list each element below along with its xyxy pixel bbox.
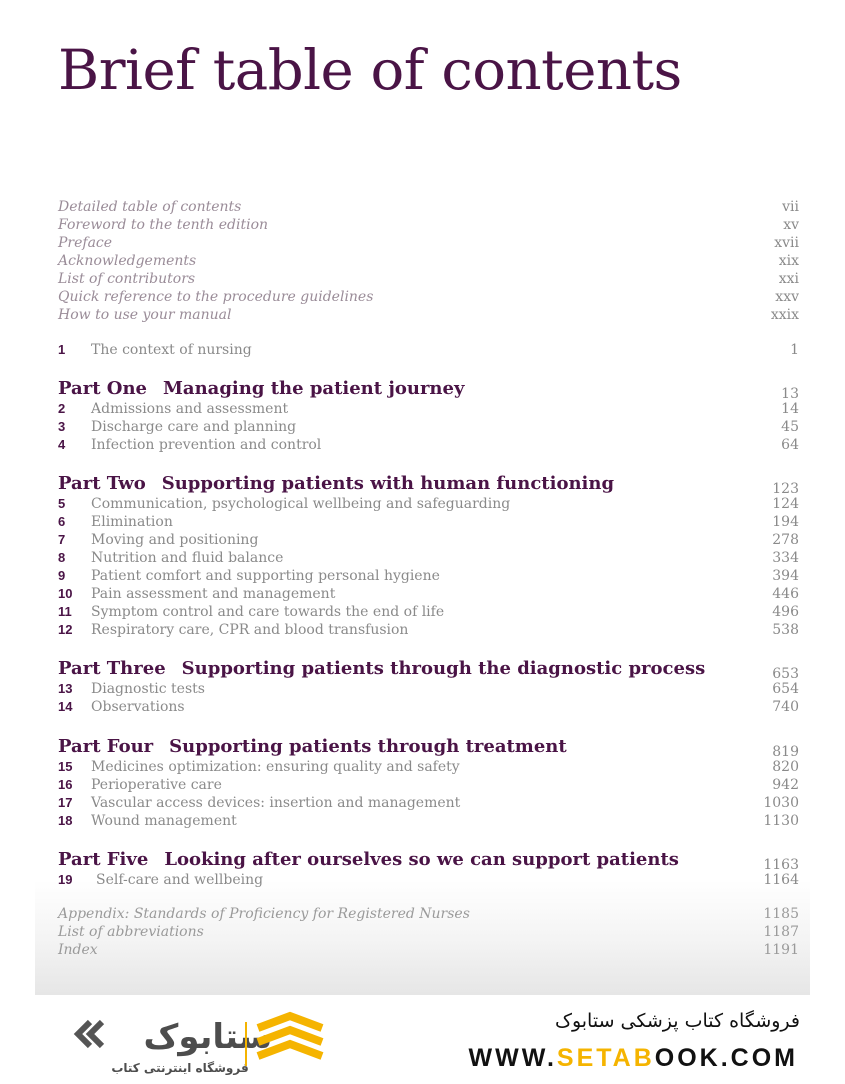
svg-text:فروشگاه اینترنتی کتاب: فروشگاه اینترنتی کتاب [111, 1061, 249, 1075]
chapter-title: Infection prevention and control [91, 437, 322, 453]
toc-entry-label: Quick reference to the procedure guidelines [58, 289, 374, 305]
toc-entry-label: List of abbreviations [58, 924, 204, 940]
toc-entry-page: 1191 [763, 942, 799, 958]
toc-entry-page: 1185 [763, 906, 799, 922]
toc-entry-page: xv [783, 217, 799, 233]
chapter-title: Admissions and assessment [91, 401, 289, 417]
chapter-number: 8 [58, 550, 66, 565]
part-name: Part Five [58, 849, 149, 870]
toc-entry-page: xxi [778, 271, 799, 287]
chapter-number: 17 [58, 795, 73, 810]
chapter-number: 19 [58, 872, 73, 887]
chapter-page: 1130 [763, 813, 799, 829]
chapter-entry[interactable] [58, 341, 799, 359]
chapter-entry[interactable] [58, 495, 799, 513]
toc-entry-label: Preface [58, 235, 113, 251]
toc-entry-page: xix [778, 253, 799, 269]
chapter-number: 10 [58, 586, 73, 601]
part-name: Part One [58, 378, 147, 399]
toc-entry-page: xxix [770, 307, 799, 323]
toc-entry[interactable] [58, 923, 799, 941]
website-accent-b: B [633, 1044, 655, 1072]
toc-entry[interactable] [58, 306, 799, 324]
toc-entry[interactable] [58, 941, 799, 959]
chapter-number: 3 [58, 419, 66, 434]
part-name: Part Two [58, 473, 146, 494]
chapter-title: Observations [91, 699, 185, 715]
chapter-number: 1 [58, 342, 66, 357]
logo-icon [70, 1008, 340, 1080]
store-promo-text: فروشگاه کتاب پزشکی ستابوک [554, 1010, 800, 1032]
chapter-entry[interactable] [58, 812, 799, 830]
chapter-title: Medicines optimization: ensuring quality and safety [91, 759, 460, 775]
toc-entry-label: Appendix: Standards of Proficiency for Registered Nurses [58, 906, 470, 922]
part-title: Looking after ourselves so we can support patients [164, 849, 679, 870]
chapter-title: Pain assessment and management [91, 586, 336, 602]
chapter-title: Wound management [91, 813, 237, 829]
toc-entry-page: xvii [774, 235, 799, 251]
chapter-entry[interactable] [58, 549, 799, 567]
chapter-number: 12 [58, 622, 73, 637]
toc-entry-page: vii [782, 199, 799, 215]
chapter-page: 334 [772, 550, 799, 566]
chapter-page: 820 [772, 759, 799, 775]
chapter-number: 4 [58, 437, 66, 452]
chapter-number: 5 [58, 496, 66, 511]
toc-entry[interactable] [58, 198, 799, 216]
chapter-entry[interactable] [58, 436, 799, 454]
chapter-page: 496 [772, 604, 799, 620]
toc-entry-label: Detailed table of contents [58, 199, 242, 215]
toc-entry[interactable] [58, 252, 799, 270]
chapter-entry[interactable] [58, 603, 799, 621]
chapter-entry[interactable] [58, 418, 799, 436]
chapter-entry[interactable] [58, 698, 799, 716]
chapter-entry[interactable] [58, 794, 799, 812]
chapter-page: 1164 [763, 872, 799, 888]
chapter-entry[interactable] [58, 585, 799, 603]
chapter-title: Respiratory care, CPR and blood transfusion [91, 622, 409, 638]
chapter-page: 446 [772, 586, 799, 602]
chapter-page: 124 [772, 496, 799, 512]
toc-entry-label: Foreword to the tenth edition [58, 217, 269, 233]
chapter-page: 654 [772, 681, 799, 697]
setabook-logo[interactable] [70, 1008, 340, 1080]
chapter-title: Perioperative care [91, 777, 222, 793]
part-heading[interactable] [58, 847, 799, 873]
chapter-title: Diagnostic tests [91, 681, 205, 697]
toc-entry[interactable] [58, 288, 799, 306]
website-accent: SETA [556, 1044, 634, 1072]
chapter-page: 1030 [763, 795, 799, 811]
chapter-page: 740 [772, 699, 799, 715]
toc-entry-label: Acknowledgements [58, 253, 197, 269]
chapter-entry[interactable] [58, 871, 799, 889]
chapter-number: 11 [58, 604, 72, 619]
chapter-number: 13 [58, 681, 73, 696]
chapter-entry[interactable] [58, 776, 799, 794]
store-website-link[interactable] [430, 1044, 798, 1073]
chapter-entry[interactable] [58, 680, 799, 698]
chapter-entry[interactable] [58, 621, 799, 639]
part-page: 819 [772, 744, 799, 760]
chapter-page: 194 [772, 514, 799, 530]
part-title: Supporting patients through the diagnostic process [181, 658, 706, 679]
part-page: 653 [772, 666, 799, 682]
chapter-page: 45 [781, 419, 799, 435]
chapter-entry[interactable] [58, 567, 799, 585]
chapter-page: 1 [790, 342, 799, 358]
chapter-page: 942 [772, 777, 799, 793]
chapter-title: Moving and positioning [91, 532, 259, 548]
toc-entry[interactable] [58, 216, 799, 234]
part-page: 13 [781, 386, 799, 402]
website-prefix: WWW. [468, 1044, 557, 1072]
toc-entry[interactable] [58, 905, 799, 923]
chapter-title: The context of nursing [91, 342, 252, 358]
toc-entry-label: How to use your manual [58, 307, 232, 323]
toc-entry-page: xxv [775, 289, 799, 305]
chapter-number: 15 [58, 759, 73, 774]
part-page: 1163 [763, 857, 799, 873]
chapter-title: Symptom control and care towards the end of life [91, 604, 445, 620]
chapter-page: 14 [781, 401, 799, 417]
toc-entry[interactable] [58, 234, 799, 252]
chapter-number: 9 [58, 568, 66, 583]
chapter-entry[interactable] [58, 513, 799, 531]
chapter-title: Self-care and wellbeing [96, 872, 264, 888]
chapter-page: 538 [772, 622, 799, 638]
chapter-entry[interactable] [58, 400, 799, 418]
chapter-number: 6 [58, 514, 66, 529]
toc-entry[interactable] [58, 270, 799, 288]
part-name: Part Three [58, 658, 166, 679]
part-heading[interactable] [58, 656, 799, 682]
chapter-title: Vascular access devices: insertion and management [91, 795, 461, 811]
toc-entry-label: List of contributors [58, 271, 196, 287]
chapter-title: Communication, psychological wellbeing and safeguarding [91, 496, 511, 512]
chapter-number: 18 [58, 813, 73, 828]
website-suffix: OOK.COM [654, 1044, 798, 1072]
chapter-title: Discharge care and planning [91, 419, 297, 435]
chapter-title: Elimination [91, 514, 173, 530]
part-title: Supporting patients with human functioning [161, 473, 615, 494]
chapter-page: 64 [781, 437, 799, 453]
svg-text:ستابوک: ستابوک [143, 1017, 273, 1057]
chapter-page: 394 [772, 568, 799, 584]
part-title: Supporting patients through treatment [169, 736, 567, 757]
toc-entry-label: Index [58, 942, 98, 958]
chapter-page: 278 [772, 532, 799, 548]
part-page: 123 [772, 481, 799, 497]
chapter-title: Nutrition and fluid balance [91, 550, 284, 566]
chapter-number: 2 [58, 401, 66, 416]
chapter-entry[interactable] [58, 531, 799, 549]
chapter-entry[interactable] [58, 758, 799, 776]
chapter-number: 7 [58, 532, 66, 547]
part-heading[interactable] [58, 471, 799, 497]
chapter-title: Patient comfort and supporting personal hygiene [91, 568, 440, 584]
part-heading[interactable] [58, 734, 799, 760]
chapter-number: 16 [58, 777, 73, 792]
page-title: Brief table of contents [58, 38, 682, 102]
toc-entry-page: 1187 [763, 924, 799, 940]
chapter-number: 14 [58, 699, 73, 714]
part-heading[interactable] [58, 376, 799, 402]
part-title: Managing the patient journey [163, 378, 465, 399]
part-name: Part Four [58, 736, 154, 757]
